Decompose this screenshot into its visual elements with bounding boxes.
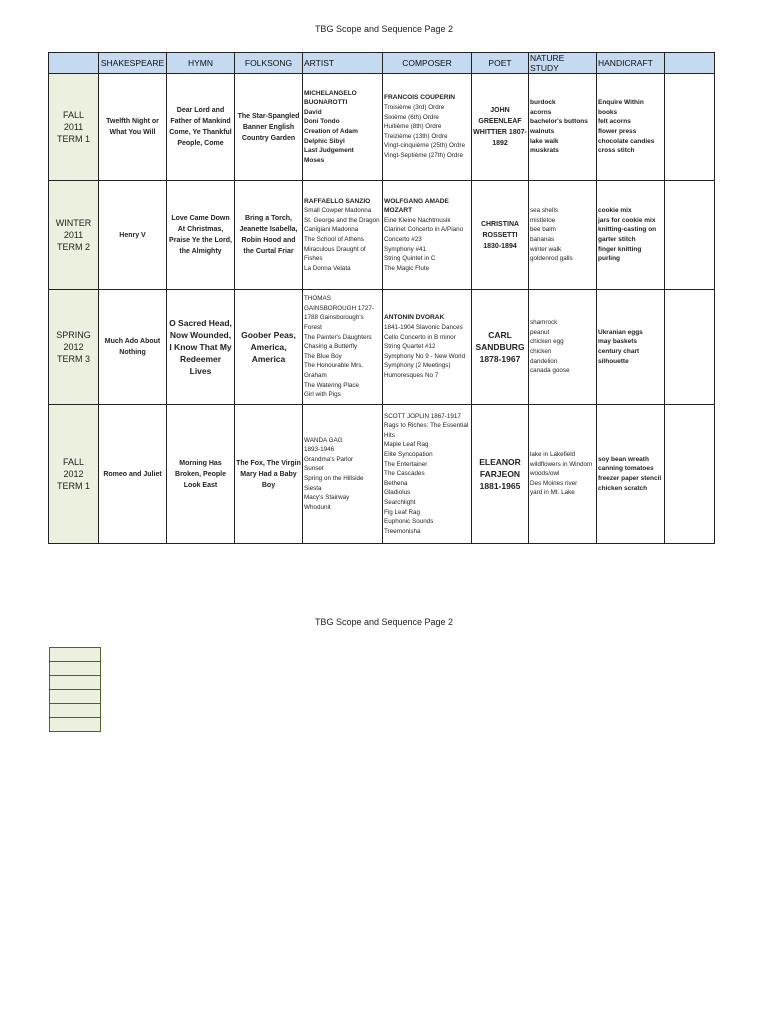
list-item: Bethena (384, 479, 408, 487)
list-item: Siesta (304, 484, 322, 492)
shakespeare-cell: Twelfth Night or What You Will (99, 74, 167, 181)
list-item: Eine Kleine Nachtmusik (384, 216, 451, 224)
list-item: winter walk (530, 245, 562, 253)
term-season: FALL (62, 457, 84, 467)
list-item: Des Moines river (530, 479, 578, 487)
list-item: Gladiolus (384, 489, 411, 497)
artist-cell (303, 181, 383, 290)
list-item: 1893-1946 (304, 446, 335, 454)
list-item: Clarinet Concerto in A/Piano Concerto #23 (384, 226, 464, 243)
list-item: flower press (598, 128, 637, 135)
nature-cell (529, 74, 597, 181)
list-item: lake in Lakefield (530, 451, 576, 459)
term-cell (49, 405, 99, 544)
list-item: freezer paper stencil (598, 475, 662, 482)
composer-cell (383, 290, 472, 405)
poet-cell: ELEANOR FARJEON 1881-1965 (472, 405, 529, 544)
term-season: FALL (62, 110, 84, 120)
table-row (49, 290, 715, 405)
list-item: Moses (304, 156, 325, 164)
list-item: Canigiani Madonna (304, 226, 359, 234)
list-item: FRANCOIS COUPERIN (384, 94, 456, 102)
table-row (50, 704, 101, 718)
list-item: Whodunit (304, 503, 331, 511)
header-row (49, 53, 715, 74)
list-item: The Magic Flute (384, 264, 430, 272)
list-item: bananas (530, 236, 555, 243)
poet-cell: CARL SANDBURG 1878-1967 (472, 290, 529, 405)
table-row (49, 405, 715, 544)
list-item: The Watering Place (304, 381, 360, 389)
table-row (50, 648, 101, 662)
list-item: Spring on the Hillside (304, 475, 364, 482)
list-item: chicken scratch (598, 484, 648, 492)
artist-cell (303, 290, 383, 405)
header-empty (49, 53, 99, 74)
header-artist: ARTIST (303, 53, 383, 74)
list-item: Enquire Within books (598, 99, 644, 116)
list-item: Treizième (13th) Ordre (384, 132, 448, 140)
empty-cell (50, 690, 101, 704)
list-item: shamrock (530, 319, 558, 327)
list-item: Cello Concerto in B minor (384, 333, 456, 341)
empty-cell (665, 74, 715, 181)
list-item: The Blue Boy (304, 352, 342, 360)
list-item: burdock (530, 99, 556, 107)
list-item: String Quartet #12 (384, 343, 436, 351)
list-item: Last Judgement (304, 147, 354, 155)
empty-cell (665, 181, 715, 290)
list-item: MICHELANGELO BUONAROTTI (304, 89, 357, 107)
handicraft-cell (597, 74, 665, 181)
list-item: dandelion (530, 357, 558, 365)
list-item: Sunset (304, 465, 324, 473)
hymn-cell: Morning Has Broken, People Look East (167, 405, 235, 544)
list-item: Maple Leaf Rag (384, 441, 429, 449)
header-nature-study: NATURE STUDY (529, 53, 597, 74)
list-item: The Entertainer (384, 460, 428, 468)
list-item: silhouette (598, 357, 629, 365)
list-item: THOMAS GAINSBOROUGH 1727-1788 Gainsborough's Forest (304, 295, 374, 332)
poet-cell: JOHN GREENLEAF WHITTIER 1807-1892 (472, 74, 529, 181)
list-item: felt acorns (598, 118, 631, 126)
list-item: bachelor's buttons (530, 118, 588, 126)
list-item: ANTONIN DVORAK (384, 314, 445, 322)
composer-cell (383, 74, 472, 181)
list-item: woods/owl (530, 470, 560, 478)
list-item: Vingt-Septième (27th) Ordre (384, 151, 463, 159)
hymn-cell: Dear Lord and Father of Mankind Come, Ye Thankful People, Come (167, 74, 235, 181)
list-item: sea shells (530, 207, 559, 215)
table-row (50, 690, 101, 704)
term-cell (49, 181, 99, 290)
list-item: Doni Tondo (304, 118, 340, 126)
empty-cell (665, 290, 715, 405)
list-item: RAFFAELLO SANZIO (304, 197, 371, 205)
list-item: Fig Leaf Rag (384, 508, 421, 516)
list-item: Grandma's Parlor (304, 455, 354, 463)
composer-cell (383, 181, 472, 290)
list-item: peanut (530, 328, 550, 336)
shakespeare-cell: Romeo and Juliet (99, 405, 167, 544)
list-item: The Honourable Mrs. Graham (304, 362, 364, 379)
list-item: chicken egg (530, 338, 564, 346)
shakespeare-cell: Henry V (99, 181, 167, 290)
header-composer: COMPOSER (383, 53, 472, 74)
list-item: Humoresques No 7 (384, 371, 439, 379)
list-item: garter stitch (598, 236, 636, 243)
list-item: Sixième (6th) Ordre (384, 113, 439, 121)
empty-cell (50, 648, 101, 662)
list-item: acorns (530, 108, 552, 116)
list-item: walnuts (530, 128, 555, 135)
list-item: muskrats (530, 147, 559, 155)
hymn-cell: O Sacred Head, Now Wounded, I Know That My Redeemer Lives (167, 290, 235, 405)
list-item: chicken (530, 348, 552, 355)
table-row (50, 676, 101, 690)
list-item: knitting-casting on (598, 226, 657, 234)
handicraft-cell (597, 290, 665, 405)
page-title-bottom: TBG Scope and Sequence Page 2 (314, 617, 454, 627)
term-number: TERM 3 (56, 354, 90, 364)
page-title: TBG Scope and Sequence Page 2 (314, 24, 454, 34)
list-item: purling (598, 255, 621, 263)
list-item: mistletoe (530, 216, 556, 224)
list-item: bee balm (530, 226, 556, 234)
list-item: Euphonic Sounds (384, 518, 434, 526)
list-item: lake walk (530, 137, 559, 145)
list-item: String Quintet in C (384, 255, 436, 263)
header-handicraft: HANDICRAFT (597, 53, 665, 74)
list-item: WOLFGANG AMADE MOZART (384, 197, 449, 215)
nature-cell (529, 181, 597, 290)
shakespeare-cell: Much Ado About Nothing (99, 290, 167, 405)
list-item: David (304, 108, 322, 116)
term-number: TERM 1 (56, 134, 90, 144)
list-item: WANDA GAG (304, 436, 343, 444)
list-item: cross stitch (598, 147, 635, 155)
term-number: TERM 1 (56, 481, 90, 491)
header-folksong: FOLKSONG (235, 53, 303, 74)
green-grid (49, 647, 101, 732)
hymn-cell: Love Came Down At Christmas, Praise Ye the Lord, the Almighty (167, 181, 235, 290)
list-item: Huitième (8th) Ordre (384, 123, 442, 131)
empty-cell (50, 704, 101, 718)
nature-cell (529, 290, 597, 405)
term-season: SPRING (56, 330, 91, 340)
term-cell (49, 74, 99, 181)
table-row (49, 181, 715, 290)
list-item: Creation of Adam (304, 128, 358, 135)
folksong-cell: The Star-Spangled Banner English Country Garden (235, 74, 303, 181)
list-item: St. George and the Dragon (304, 216, 380, 224)
list-item: The Painter's Daughters Chasing a Butterfly (304, 333, 372, 351)
list-item: Girl with Pigs (304, 391, 341, 399)
empty-cell (665, 405, 715, 544)
list-item: Treemonisha (384, 527, 421, 535)
list-item: soy bean wreath (598, 455, 649, 463)
term-year: 2011 (63, 230, 84, 240)
list-item: Symphony No 9 - New World Symphony (2 Meetings) (384, 352, 466, 370)
list-item: The School of Athens (304, 236, 364, 243)
list-item: may baskets (598, 338, 638, 346)
list-item: Rags to Riches: The Essential Hits (384, 422, 469, 439)
folksong-cell: The Fox, The Virgin Mary Had a Baby Boy (235, 405, 303, 544)
list-item: Ukranian eggs (598, 328, 643, 336)
handicraft-cell (597, 405, 665, 544)
composer-cell (383, 405, 472, 544)
term-number: TERM 2 (56, 242, 90, 252)
artist-cell (303, 405, 383, 544)
folksong-cell: Bring a Torch, Jeanette Isabella, Robin Hood and the Curtal Friar (235, 181, 303, 290)
nature-cell (529, 405, 597, 544)
artist-cell (303, 74, 383, 181)
header-poet: POET (472, 53, 529, 74)
list-item: wildflowers in Windom (530, 460, 593, 468)
empty-cell (50, 676, 101, 690)
table-row (50, 718, 101, 732)
list-item: Macy's Stairway (304, 494, 350, 502)
header-shakespeare: SHAKESPEARE (99, 53, 167, 74)
handicraft-cell (597, 181, 665, 290)
list-item: Elite Syncopation (384, 451, 433, 459)
table-row (49, 74, 715, 181)
list-item: Troisième (3rd) Ordre (384, 104, 445, 112)
list-item: Delphic Sibyl (304, 137, 345, 145)
term-season: WINTER (55, 218, 92, 228)
term-year: 2011 (63, 122, 84, 132)
list-item: SCOTT JOPLIN 1867-1917 (384, 412, 461, 420)
list-item: cookie mix (598, 207, 632, 215)
folksong-cell: Goober Peas, America, America (235, 290, 303, 405)
list-item: Small Cowper Madonna (304, 207, 372, 215)
list-item: 1841-1904 Slavonic Dances (384, 324, 463, 332)
table-row (50, 662, 101, 676)
header-empty-end (665, 53, 715, 74)
poet-cell: CHRISTINA ROSSETTI 1830-1894 (472, 181, 529, 290)
list-item: Vingt-cinquième (25th) Ordre (384, 142, 466, 150)
term-cell (49, 290, 99, 405)
list-item: La Donna Velata (304, 264, 351, 272)
list-item: canning tomatoes (598, 465, 654, 473)
list-item: The Cascades (384, 470, 425, 478)
header-hymn: HYMN (167, 53, 235, 74)
list-item: Searchlight (384, 498, 416, 506)
list-item: century chart (598, 348, 640, 355)
list-item: chocolate candies (598, 137, 655, 145)
list-item: yard in Mt. Lake (530, 489, 575, 497)
list-item: Miraculous Draught of Fishes (304, 245, 366, 263)
empty-cell (50, 718, 101, 732)
list-item: finger knitting (598, 245, 642, 253)
scope-sequence-table (48, 52, 715, 544)
list-item: Symphony #41 (384, 245, 427, 253)
term-year: 2012 (63, 469, 84, 479)
empty-cell (50, 662, 101, 676)
list-item: canada goose (530, 367, 570, 375)
list-item: jars for cookie mix (598, 216, 656, 224)
list-item: goldenrod galls (530, 255, 573, 263)
term-year: 2012 (63, 342, 84, 352)
